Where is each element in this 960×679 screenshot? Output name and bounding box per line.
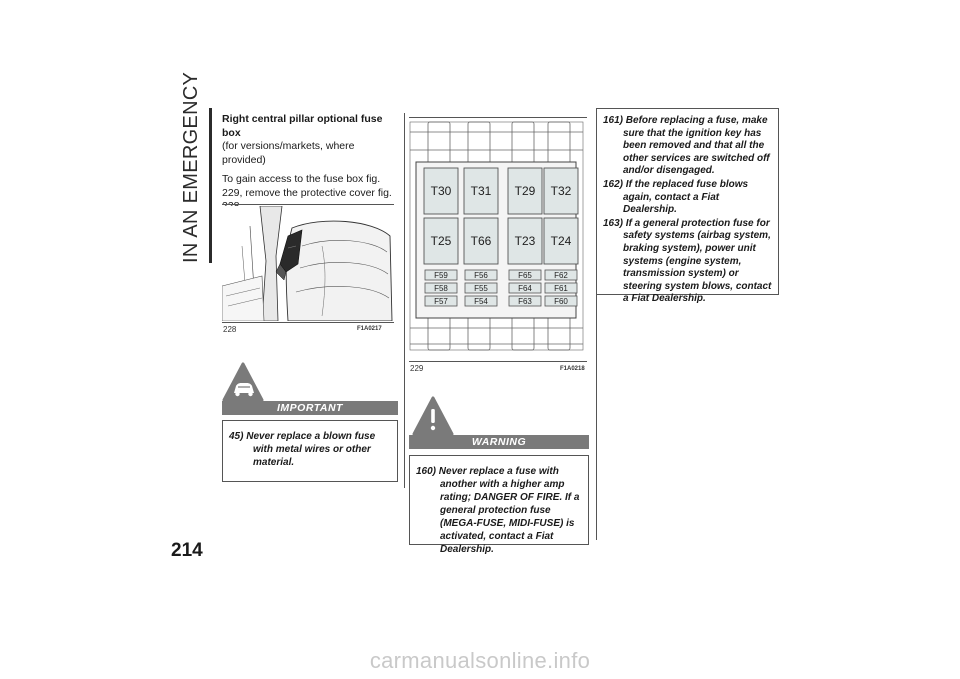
relay-label: T31 bbox=[470, 184, 492, 198]
fuse-label: F55 bbox=[474, 284, 488, 294]
relay-label: T30 bbox=[430, 184, 452, 198]
relay-label: T25 bbox=[430, 234, 452, 248]
figure-top-rule bbox=[222, 204, 394, 205]
note-item: 162) If the replaced fuse blows again, contact a Fiat Dealership. bbox=[603, 178, 749, 216]
fuse-label: F54 bbox=[474, 297, 488, 307]
figure-code: F1A0218 bbox=[560, 366, 585, 372]
relay-label: T29 bbox=[514, 184, 536, 198]
figure-number: 228 bbox=[223, 325, 237, 334]
relay-label: T23 bbox=[514, 234, 536, 248]
fuse-cover-photo bbox=[222, 206, 394, 321]
fuse-label: F58 bbox=[434, 284, 448, 294]
fuse-label: F59 bbox=[434, 271, 448, 281]
warning-title: WARNING bbox=[409, 435, 589, 449]
fuse-box-diagram bbox=[404, 118, 589, 354]
fuse-label: F63 bbox=[518, 297, 532, 307]
figure-bottom-rule bbox=[409, 361, 587, 362]
fuse-label: F60 bbox=[554, 297, 568, 307]
fuse-label: F56 bbox=[474, 271, 488, 281]
relay-label: T24 bbox=[550, 234, 572, 248]
warning-box bbox=[409, 455, 589, 555]
fuse-label: F64 bbox=[518, 284, 532, 294]
figure-bottom-rule bbox=[222, 322, 394, 323]
warning-icon bbox=[412, 396, 454, 436]
section-bar bbox=[209, 108, 212, 263]
section-title: IN AN EMERGENCY bbox=[180, 71, 202, 263]
important-title: IMPORTANT bbox=[222, 401, 398, 415]
column-divider bbox=[596, 295, 597, 540]
section-subheading: (for versions/markets, where provided) bbox=[222, 140, 355, 166]
fuse-label: F61 bbox=[554, 284, 568, 294]
figure-number: 229 bbox=[410, 364, 424, 373]
relay-label: T66 bbox=[470, 234, 492, 248]
page-number: 214 bbox=[171, 540, 203, 561]
important-item: 45) Never replace a blown fuse with metal wires or other material. bbox=[229, 431, 376, 468]
relay-label: T32 bbox=[550, 184, 572, 198]
fuse-label: F62 bbox=[554, 271, 568, 281]
fuse-label: F57 bbox=[434, 297, 448, 307]
note-item: 161) Before replacing a fuse, make sure that the ignition key has been removed and that all the other services are switched off and/or disengaged. bbox=[603, 115, 770, 177]
car-alert-icon bbox=[222, 362, 264, 402]
fuse-label: F65 bbox=[518, 271, 532, 281]
section-heading: Right central pillar optional fuse box bbox=[222, 113, 383, 139]
warning-item: 160) Never replace a fuse with another with a higher amp rating; DANGER OF FIRE. If a general protection fuse (MEGA-FUSE, MIDI-FUSE) is activated, contact a Fiat Dealership. bbox=[416, 466, 580, 555]
note-item: 163) If a general protection fuse for safety systems (airbag system, braking system), power unit systems (engine system, transmission system) or steering system blows, contact a Fiat Dealership. bbox=[603, 217, 772, 305]
body-paragraph: To gain access to the fuse box fig. 229, remove the protective cover fig. bbox=[222, 173, 392, 199]
important-box bbox=[222, 420, 398, 482]
section-tab bbox=[175, 71, 207, 263]
figure-code: F1A0217 bbox=[357, 326, 382, 332]
watermark: carmanualsonline.info bbox=[369, 648, 591, 673]
notes-box bbox=[596, 108, 779, 305]
